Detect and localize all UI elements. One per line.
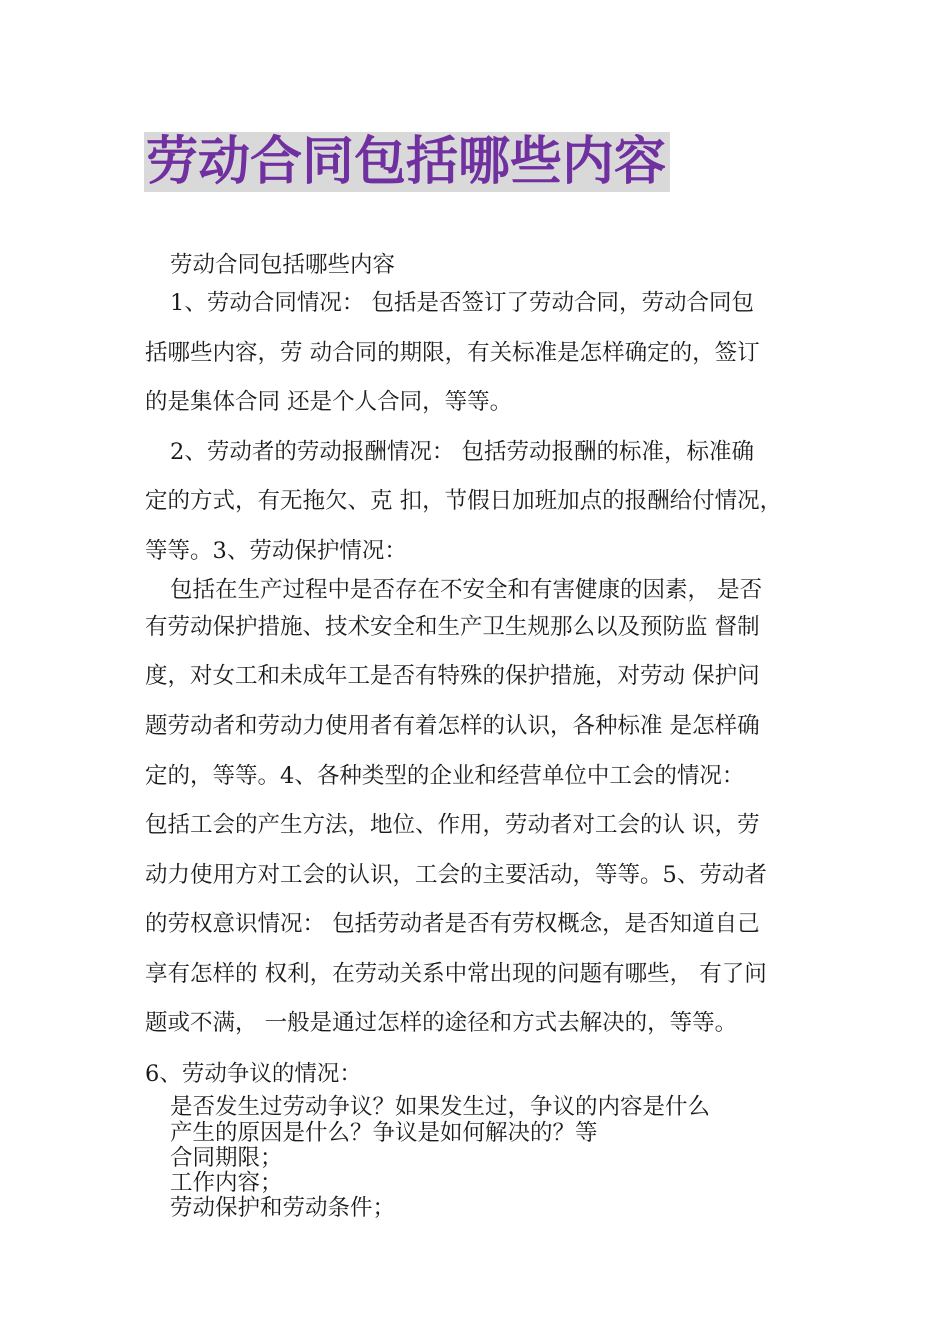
paragraph-line: 1、劳动合同情况： 包括是否签订了劳动合同，劳动合同包 (170, 290, 754, 316)
document-title: 劳动合同包括哪些内容 (144, 132, 670, 192)
paragraph-line: 题或不满， 一般是通过怎样的途径和方式去解决的，等等。 (145, 1010, 738, 1036)
paragraph-line: 享有怎样的 权利，在劳动关系中常出现的问题有哪些， 有了问 (145, 961, 767, 987)
list-item: 产生的原因是什么？争议是如何解决的？等 (170, 1120, 598, 1146)
paragraph-line: 度，对女工和未成年工是否有特殊的保护措施，对劳动 保护问 (145, 663, 760, 689)
list-item: 劳动保护和劳动条件； (170, 1195, 396, 1221)
paragraph-line: 的劳权意识情况： 包括劳动者是否有劳权概念，是否知道自己 (145, 911, 760, 937)
subtitle-line: 劳动合同包括哪些内容 (170, 252, 396, 278)
paragraph-line: 包括在生产过程中是否存在不安全和有害健康的因素， 是否 (170, 577, 763, 603)
list-item: 工作内容； (170, 1170, 283, 1196)
list-item: 合同期限； (170, 1145, 283, 1171)
paragraph-line: 2、劳动者的劳动报酬情况： 包括劳动报酬的标准，标准确 (170, 439, 754, 465)
paragraph-line: 定的，等等。4、各种类型的企业和经营单位中工会的情况： (145, 763, 745, 789)
paragraph-line: 包括工会的产生方法，地位、作用，劳动者对工会的认 识，劳 (145, 812, 760, 838)
list-item: 是否发生过劳动争议？如果发生过，争议的内容是什么 (170, 1094, 711, 1120)
paragraph-line: 动力使用方对工会的认识，工会的主要活动，等等。5、劳动者 (145, 862, 767, 888)
paragraph-line: 括哪些内容，劳 动合同的期限，有关标准是怎样确定的，签订 (145, 340, 760, 366)
section-heading-line: 6、劳动争议的情况： (145, 1061, 362, 1087)
paragraph-line: 的是集体合同 还是个人合同，等等。 (145, 389, 513, 415)
paragraph-line: 有劳动保护措施、技术安全和生产卫生规那么以及预防监 督制 (145, 614, 760, 640)
paragraph-line: 等等。3、劳动保护情况： (145, 538, 407, 564)
paragraph-line: 定的方式，有无拖欠、克 扣，节假日加班加点的报酬给付情况， (145, 488, 783, 514)
paragraph-line: 题劳动者和劳动力使用者有着怎样的认识，各种标准 是怎样确 (145, 713, 760, 739)
